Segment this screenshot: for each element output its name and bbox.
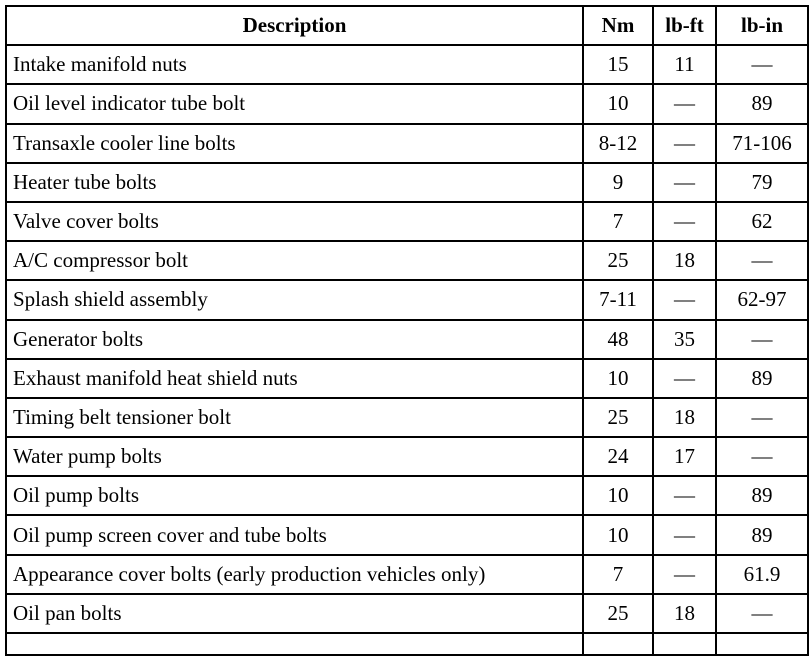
cell-empty	[6, 633, 583, 655]
header-nm: Nm	[583, 6, 653, 45]
table-row	[6, 163, 808, 202]
cell-nm: 10	[583, 84, 653, 123]
table-row	[6, 241, 808, 280]
cell-lb-ft: 18	[653, 398, 716, 437]
cell-lb-in: —	[716, 398, 808, 437]
cell-lb-ft: —	[653, 555, 716, 594]
table-row	[6, 320, 808, 359]
cell-description: Valve cover bolts	[6, 202, 583, 241]
cell-lb-ft: —	[653, 359, 716, 398]
cell-description: Oil pan bolts	[6, 594, 583, 633]
cell-description: Water pump bolts	[6, 437, 583, 476]
cell-lb-in: 89	[716, 476, 808, 515]
cell-description: Appearance cover bolts (early production vehicles only)	[6, 555, 583, 594]
cell-description: Oil level indicator tube bolt	[6, 84, 583, 123]
cell-description: Transaxle cooler line bolts	[6, 124, 583, 163]
cell-lb-ft: —	[653, 202, 716, 241]
cell-lb-ft: 18	[653, 594, 716, 633]
cell-lb-in: 62	[716, 202, 808, 241]
cell-description: Intake manifold nuts	[6, 45, 583, 84]
cell-lb-in: —	[716, 594, 808, 633]
header-lb-in: lb-in	[716, 6, 808, 45]
cell-lb-ft: 18	[653, 241, 716, 280]
cell-lb-ft: —	[653, 476, 716, 515]
cell-lb-in: 89	[716, 84, 808, 123]
cell-empty	[583, 633, 653, 655]
table-row	[6, 476, 808, 515]
cell-lb-in: 79	[716, 163, 808, 202]
table-header-row	[6, 6, 808, 45]
cell-lb-ft: —	[653, 124, 716, 163]
cell-nm: 10	[583, 476, 653, 515]
table-row	[6, 359, 808, 398]
cell-nm: 7	[583, 555, 653, 594]
cell-nm: 25	[583, 398, 653, 437]
cell-lb-in: 89	[716, 515, 808, 554]
cell-lb-ft: —	[653, 280, 716, 319]
table-row	[6, 437, 808, 476]
cell-lb-in: 62-97	[716, 280, 808, 319]
cell-lb-in: —	[716, 320, 808, 359]
cell-description: Oil pump screen cover and tube bolts	[6, 515, 583, 554]
cell-description: A/C compressor bolt	[6, 241, 583, 280]
cell-nm: 7-11	[583, 280, 653, 319]
cell-lb-ft: 11	[653, 45, 716, 84]
cell-nm: 10	[583, 359, 653, 398]
cell-description: Generator bolts	[6, 320, 583, 359]
cell-empty	[716, 633, 808, 655]
cell-nm: 8-12	[583, 124, 653, 163]
cell-lb-in: 61.9	[716, 555, 808, 594]
table-row	[6, 398, 808, 437]
cell-nm: 7	[583, 202, 653, 241]
table-row	[6, 515, 808, 554]
cell-lb-in: —	[716, 437, 808, 476]
cell-lb-ft: 35	[653, 320, 716, 359]
table-row	[6, 202, 808, 241]
cell-lb-in: —	[716, 241, 808, 280]
cell-description: Timing belt tensioner bolt	[6, 398, 583, 437]
header-description: Description	[6, 6, 583, 45]
cell-lb-in: 71-106	[716, 124, 808, 163]
cell-lb-ft: —	[653, 515, 716, 554]
cell-empty	[653, 633, 716, 655]
torque-specifications-table	[5, 5, 809, 656]
cell-description: Oil pump bolts	[6, 476, 583, 515]
cell-description: Exhaust manifold heat shield nuts	[6, 359, 583, 398]
cell-description: Splash shield assembly	[6, 280, 583, 319]
cell-nm: 25	[583, 594, 653, 633]
cell-nm: 10	[583, 515, 653, 554]
header-lb-ft: lb-ft	[653, 6, 716, 45]
cell-lb-ft: —	[653, 84, 716, 123]
cell-description: Heater tube bolts	[6, 163, 583, 202]
table-row	[6, 555, 808, 594]
cell-lb-ft: 17	[653, 437, 716, 476]
cell-nm: 24	[583, 437, 653, 476]
table-row	[6, 124, 808, 163]
table-row-cut-off	[6, 633, 808, 655]
cell-nm: 48	[583, 320, 653, 359]
table-body	[6, 45, 808, 655]
cell-lb-ft: —	[653, 163, 716, 202]
cell-lb-in: —	[716, 45, 808, 84]
table-row	[6, 84, 808, 123]
cell-lb-in: 89	[716, 359, 808, 398]
table-row	[6, 594, 808, 633]
table-row	[6, 45, 808, 84]
cell-nm: 15	[583, 45, 653, 84]
cell-nm: 9	[583, 163, 653, 202]
table-row	[6, 280, 808, 319]
cell-nm: 25	[583, 241, 653, 280]
